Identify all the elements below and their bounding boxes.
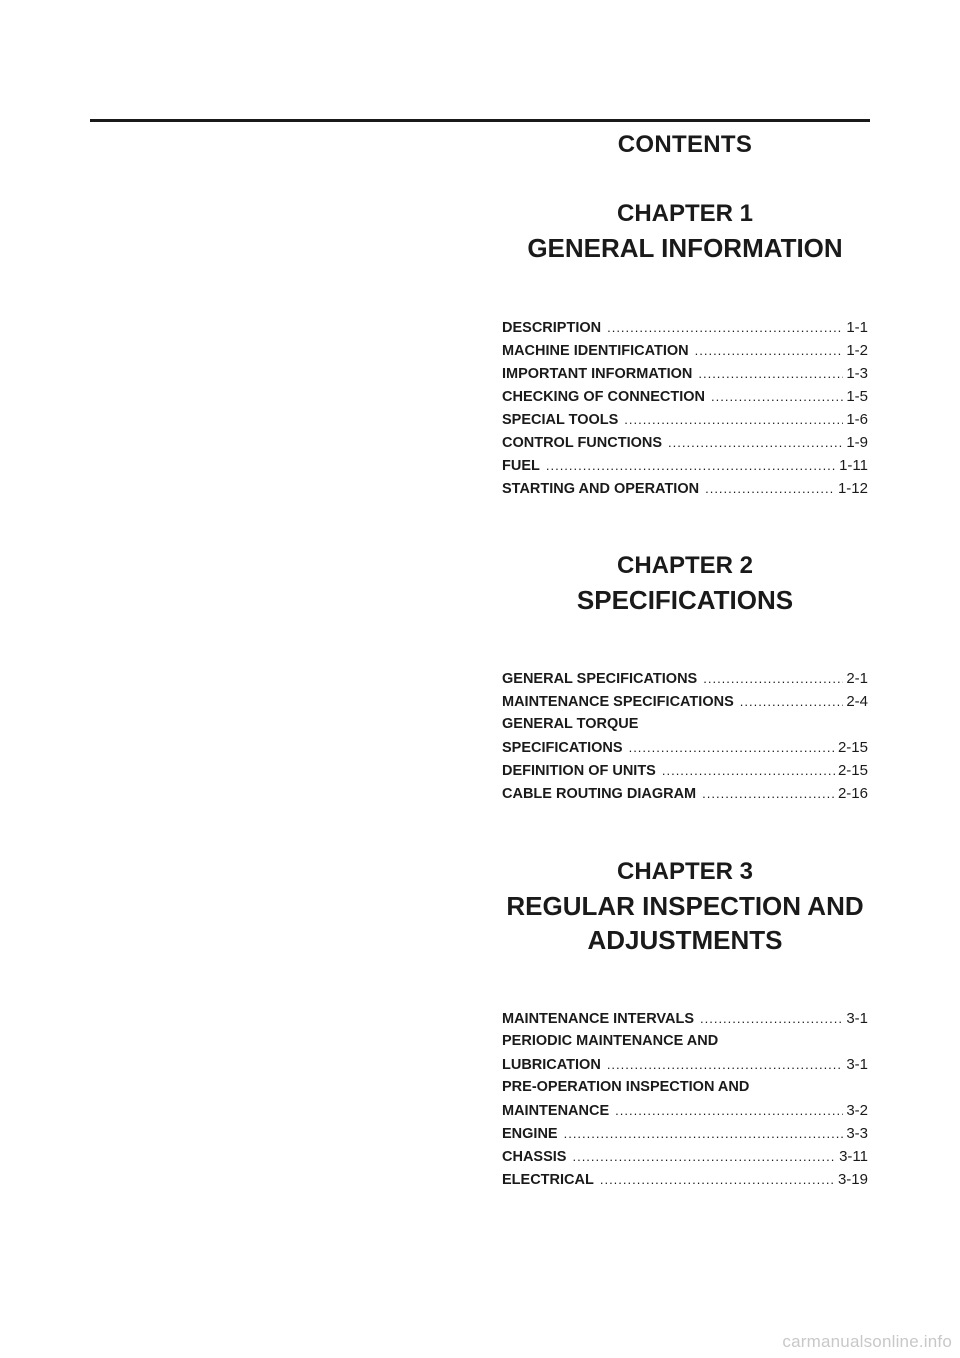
toc-entry-title: SPECIFICATIONS xyxy=(502,740,623,756)
toc-entry[interactable] xyxy=(502,316,868,339)
toc-leader-dots xyxy=(711,385,843,408)
toc-entry-title: CABLE ROUTING DIAGRAM xyxy=(502,786,697,802)
chapter-3-number: CHAPTER 3 xyxy=(616,858,754,885)
toc-leader-dots xyxy=(702,782,835,805)
toc-entry-title: MAINTENANCE INTERVALS xyxy=(502,1011,694,1027)
toc-entry-title: FUEL xyxy=(502,458,540,474)
toc-leader-dots xyxy=(624,408,843,431)
toc-leader-dots xyxy=(740,690,844,713)
toc-entry[interactable] xyxy=(502,408,868,431)
toc-entry-page: 2-15 xyxy=(837,739,868,756)
toc-entry[interactable] xyxy=(502,454,868,477)
toc-entry-title: PERIODIC MAINTENANCE AND xyxy=(502,1033,719,1049)
toc-entry[interactable] xyxy=(502,1007,868,1030)
chapter-1-heading xyxy=(502,197,868,265)
toc-entry[interactable] xyxy=(502,1053,868,1076)
toc-entry-page: 1-3 xyxy=(846,365,868,382)
toc-entry-title: LUBRICATION xyxy=(502,1057,601,1073)
toc-entry-page: 3-1 xyxy=(846,1010,868,1027)
toc-leader-dots xyxy=(668,431,843,454)
chapter-3-title-line-2: ADJUSTMENTS xyxy=(587,925,783,955)
chapter-2-number: CHAPTER 2 xyxy=(616,552,754,579)
toc-entry-title: GENERAL TORQUE xyxy=(502,716,639,732)
toc-entry-title: PRE-OPERATION INSPECTION AND xyxy=(502,1079,750,1095)
toc-entry-page: 1-11 xyxy=(839,457,868,474)
toc-entry-continued[interactable] xyxy=(502,713,868,736)
toc-leader-dots xyxy=(703,667,843,690)
toc-entry-page: 1-2 xyxy=(846,342,868,359)
contents-column xyxy=(502,122,868,1191)
toc-entry-continued[interactable] xyxy=(502,1076,868,1099)
toc-entry-page: 1-5 xyxy=(846,388,868,405)
toc-entry-page: 2-4 xyxy=(846,693,868,710)
chapter-2-toc xyxy=(502,667,868,805)
toc-entry-page: 1-9 xyxy=(846,434,868,451)
toc-entry-title: STARTING AND OPERATION xyxy=(502,481,700,497)
toc-entry-title: SPECIAL TOOLS xyxy=(502,412,619,428)
toc-entry-title: DESCRIPTION xyxy=(502,320,602,336)
toc-leader-dots xyxy=(572,1145,836,1168)
chapter-2-heading xyxy=(502,549,868,617)
toc-leader-dots xyxy=(698,362,843,385)
toc-entry-page: 1-1 xyxy=(846,319,868,336)
toc-leader-dots xyxy=(600,1168,835,1191)
toc-entry-page: 2-15 xyxy=(837,762,868,779)
chapter-3-toc xyxy=(502,1007,868,1191)
toc-entry-continued[interactable] xyxy=(502,1030,868,1053)
toc-entry-page: 1-12 xyxy=(837,480,868,497)
toc-entry-page: 3-1 xyxy=(846,1056,868,1073)
chapter-2-title: SPECIFICATIONS xyxy=(576,585,794,615)
toc-entry[interactable] xyxy=(502,385,868,408)
toc-entry-page: 3-2 xyxy=(846,1102,868,1119)
toc-entry[interactable] xyxy=(502,1099,868,1122)
toc-entry-page: 3-19 xyxy=(837,1171,868,1188)
toc-entry-page: 2-1 xyxy=(846,670,868,687)
chapter-1-number: CHAPTER 1 xyxy=(616,200,754,227)
toc-entry-title: CHASSIS xyxy=(502,1149,567,1165)
toc-entry-page: 3-3 xyxy=(846,1125,868,1142)
toc-leader-dots xyxy=(705,477,835,500)
toc-entry[interactable] xyxy=(502,782,868,805)
toc-entry-title: ELECTRICAL xyxy=(502,1172,594,1188)
toc-entry-page: 3-11 xyxy=(839,1148,868,1165)
watermark-text: carmanualsonline.info xyxy=(782,1332,952,1351)
toc-entry[interactable] xyxy=(502,1122,868,1145)
toc-entry[interactable] xyxy=(502,1168,868,1191)
chapter-3-heading xyxy=(502,855,868,957)
toc-entry-title: GENERAL SPECIFICATIONS xyxy=(502,671,698,687)
toc-leader-dots xyxy=(695,339,844,362)
toc-leader-dots xyxy=(615,1099,843,1122)
toc-entry-title: DEFINITION OF UNITS xyxy=(502,763,656,779)
toc-entry[interactable] xyxy=(502,736,868,759)
toc-leader-dots xyxy=(700,1007,843,1030)
toc-entry[interactable] xyxy=(502,339,868,362)
chapter-3-title-line-1: REGULAR INSPECTION AND xyxy=(506,891,864,921)
toc-entry[interactable] xyxy=(502,431,868,454)
toc-leader-dots xyxy=(607,1053,844,1076)
toc-entry-title: IMPORTANT INFORMATION xyxy=(502,366,693,382)
toc-leader-dots xyxy=(546,454,836,477)
toc-entry-page: 2-16 xyxy=(837,785,868,802)
toc-leader-dots xyxy=(607,316,843,339)
toc-entry-title: MAINTENANCE SPECIFICATIONS xyxy=(502,694,734,710)
toc-entry[interactable] xyxy=(502,759,868,782)
toc-entry-title: CONTROL FUNCTIONS xyxy=(502,435,663,451)
chapter-1-title: GENERAL INFORMATION xyxy=(527,233,843,263)
contents-title: CONTENTS xyxy=(617,131,753,158)
chapter-1-toc xyxy=(502,316,868,500)
toc-entry[interactable] xyxy=(502,690,868,713)
toc-entry-title: ENGINE xyxy=(502,1126,558,1142)
toc-entry-title: MAINTENANCE xyxy=(502,1103,610,1119)
toc-entry[interactable] xyxy=(502,667,868,690)
toc-leader-dots xyxy=(629,736,835,759)
toc-entry-title: CHECKING OF CONNECTION xyxy=(502,389,705,405)
toc-entry-page: 1-6 xyxy=(846,411,868,428)
toc-entry[interactable] xyxy=(502,477,868,500)
toc-entry-title: MACHINE IDENTIFICATION xyxy=(502,343,689,359)
toc-entry[interactable] xyxy=(502,1145,868,1168)
toc-entry[interactable] xyxy=(502,362,868,385)
toc-leader-dots xyxy=(662,759,835,782)
toc-leader-dots xyxy=(564,1122,844,1145)
